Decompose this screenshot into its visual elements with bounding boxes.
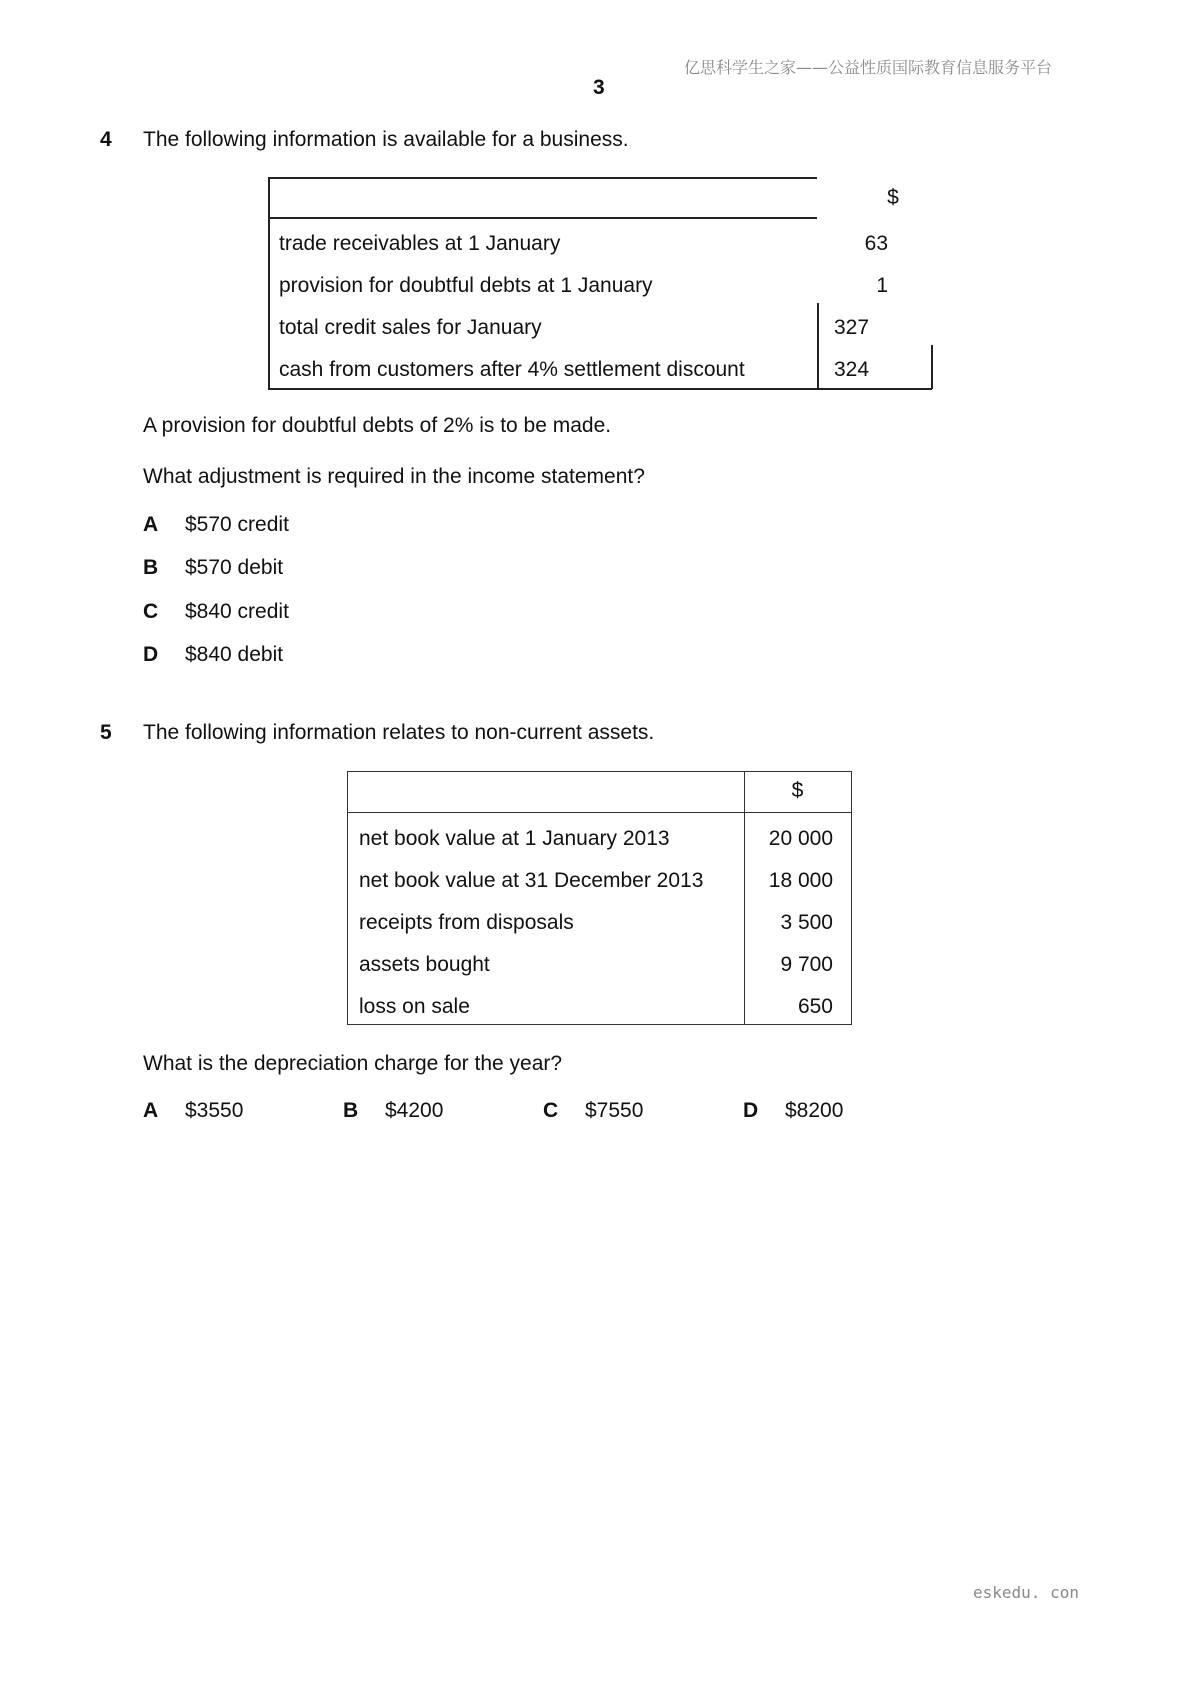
footer-site-text: eskedu. con	[973, 1583, 1079, 1602]
option-text: $4200	[385, 1099, 444, 1122]
table-row-value: 1	[876, 274, 888, 297]
table-row-value: 20 000	[768, 827, 833, 850]
question-4-number: 4	[100, 128, 112, 151]
table-row-label: trade receivables at 1 January	[279, 232, 561, 255]
table-currency-header: $	[791, 779, 804, 802]
table-row-value: 63	[864, 232, 888, 255]
option-text: $8200	[785, 1099, 844, 1122]
table-row-label: cash from customers after 4% settlement discount	[279, 358, 745, 381]
table-left-border	[268, 177, 270, 389]
table-row-label: assets bought	[359, 953, 490, 976]
option-text: $840 debit	[185, 643, 284, 666]
table-row-label: net book value at 31 December 2013	[359, 869, 704, 892]
option-c[interactable]	[543, 1099, 643, 1123]
table-row-value: 324	[834, 358, 870, 381]
option-letter: C	[543, 1099, 559, 1122]
table-bottom-border	[268, 388, 932, 390]
question-5-table	[347, 771, 852, 1025]
option-text: $7550	[585, 1099, 644, 1122]
option-a[interactable]	[143, 513, 289, 537]
option-d[interactable]	[143, 643, 283, 667]
table-row-value: 327	[834, 316, 870, 339]
table-row-label: net book value at 1 January 2013	[359, 827, 670, 850]
question-5-prompt: What is the depreciation charge for the year?	[143, 1052, 563, 1075]
option-text: $570 debit	[185, 556, 284, 579]
option-b[interactable]	[143, 556, 283, 580]
page-number: 3	[593, 76, 605, 99]
table-currency-header: $	[887, 186, 899, 209]
option-letter: D	[743, 1099, 759, 1122]
option-c[interactable]	[143, 600, 289, 624]
question-4-stem: The following information is available for a business.	[143, 128, 629, 151]
watermark-text: 亿思科学生之家——公益性质国际教育信息服务平台	[684, 58, 1053, 77]
question-4-table	[268, 177, 932, 389]
table-right-border	[931, 345, 933, 389]
option-text: $570 credit	[185, 513, 289, 536]
table-row-label: total credit sales for January	[279, 316, 542, 339]
option-a[interactable]	[143, 1099, 243, 1123]
option-letter: A	[143, 513, 159, 536]
table-row-label: provision for doubtful debts at 1 January	[279, 274, 653, 297]
table-row-value: 650	[797, 995, 833, 1018]
table-row-label: receipts from disposals	[359, 911, 574, 934]
table-row-value: 9 700	[780, 953, 833, 976]
option-d[interactable]	[743, 1099, 843, 1123]
question-4-note: A provision for doubtful debts of 2% is to be made.	[143, 414, 612, 437]
option-letter: D	[143, 643, 159, 666]
table-top-border	[268, 177, 817, 179]
table-header-border	[268, 217, 817, 219]
option-text: $840 credit	[185, 600, 289, 623]
question-5-stem: The following information relates to non-current assets.	[143, 721, 655, 744]
table-column-border	[744, 772, 745, 1024]
option-letter: B	[143, 556, 159, 579]
option-letter: B	[343, 1099, 359, 1122]
table-header-border	[348, 812, 851, 813]
table-row-label: loss on sale	[359, 995, 470, 1018]
question-5-number: 5	[100, 721, 112, 744]
option-text: $3550	[185, 1099, 244, 1122]
table-row-value: 18 000	[768, 869, 833, 892]
option-b[interactable]	[343, 1099, 443, 1123]
table-row-value: 3 500	[780, 911, 833, 934]
table-column-border	[817, 303, 819, 389]
option-letter: C	[143, 600, 159, 623]
option-letter: A	[143, 1099, 159, 1122]
question-4-prompt: What adjustment is required in the income statement?	[143, 465, 645, 488]
